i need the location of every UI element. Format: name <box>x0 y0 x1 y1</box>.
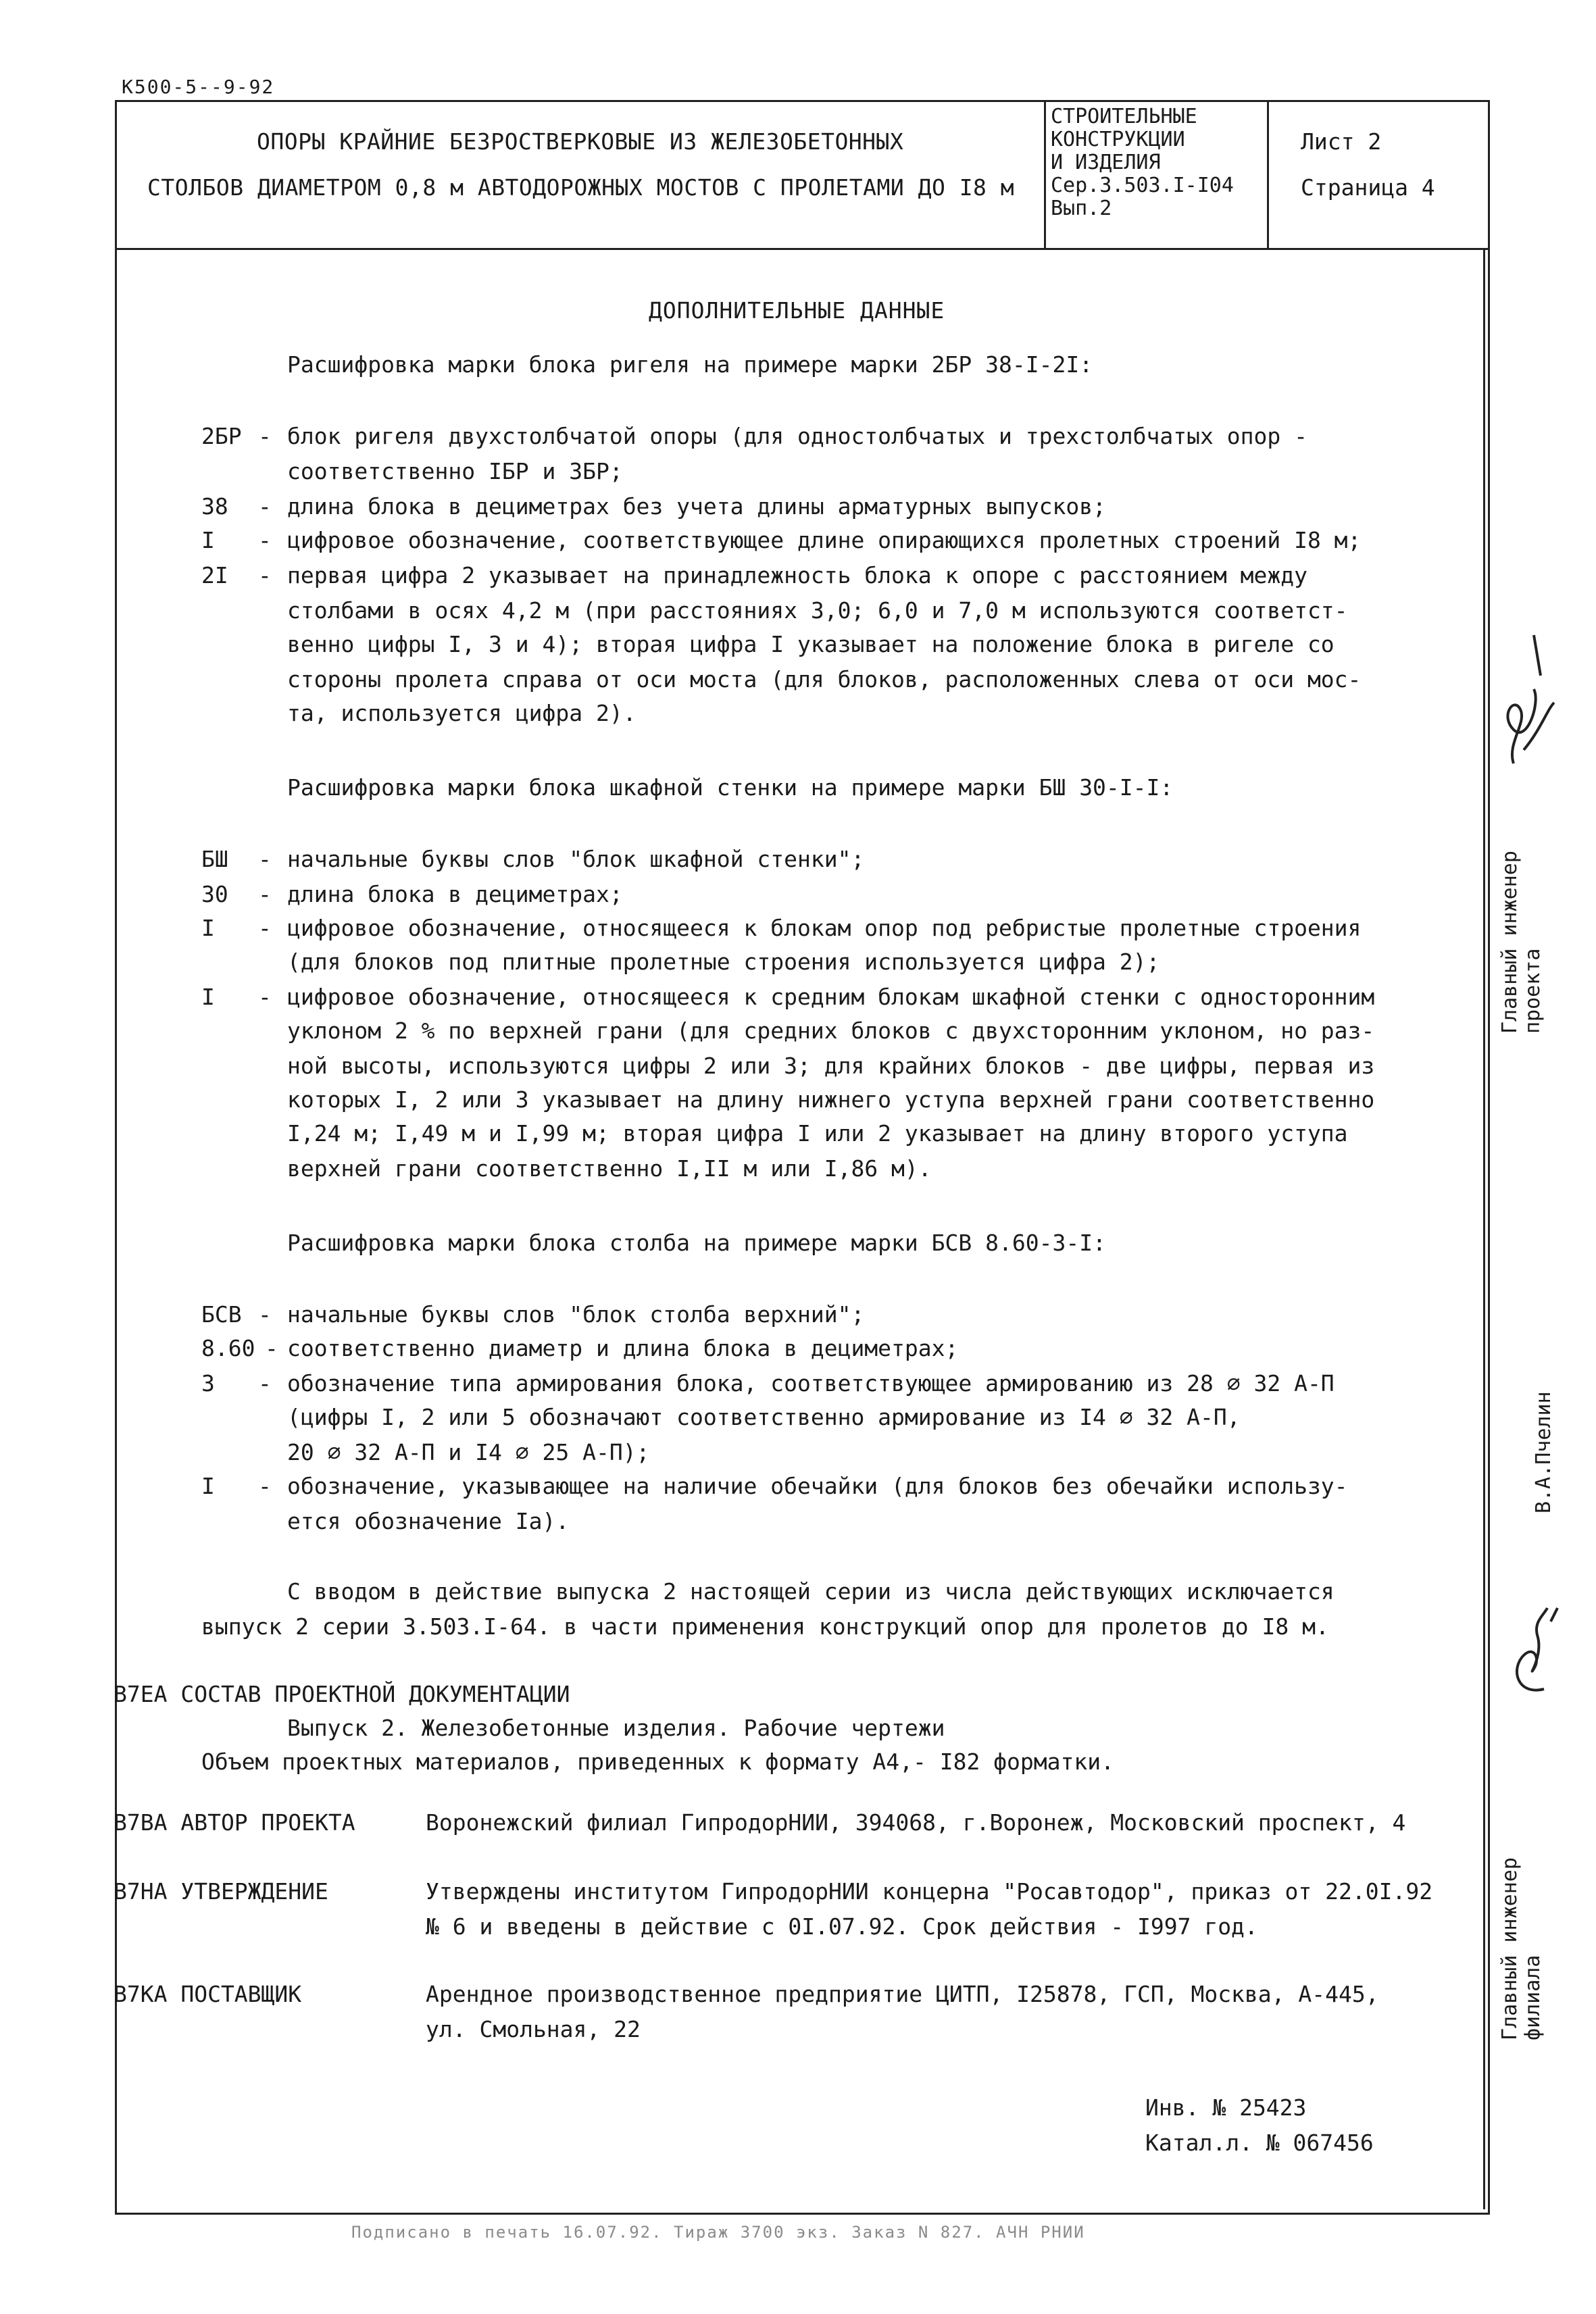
block1-code-38: 38 <box>201 493 228 520</box>
block1-code-21: 2I <box>201 562 228 588</box>
dash: - <box>258 1473 272 1499</box>
dash: - <box>258 1301 272 1328</box>
block3-code-bsv: БСВ <box>201 1301 242 1328</box>
header-divider <box>115 248 1490 250</box>
section-heading: ДОПОЛНИТЕЛЬНЫЕ ДАННЫЕ <box>649 297 945 324</box>
block1-code-1: I <box>201 527 215 553</box>
document-code: К500-5--9-92 <box>122 76 275 98</box>
header-column-divider-1 <box>1044 100 1046 249</box>
block2-item4-line5: I,24 м; I,49 м и I,99 м; вторая цифра I или 2 указывает на длину второго уступа <box>287 1120 1348 1147</box>
dash: - <box>258 984 272 1010</box>
block2-item2-line1: длина блока в дециметрах; <box>287 881 623 907</box>
block3-item3-line3: 20 ∅ 32 А-П и I4 ∅ 25 А-П); <box>287 1439 650 1465</box>
b7na-line2: № 6 и введены в действие с 0I.07.92. Срок действия - I997 год. <box>426 1913 1258 1940</box>
b7ba-text: Воронежский филиал ГипродорНИИ, 394068, г.Воронеж, Московский проспект, 4 <box>426 1809 1406 1836</box>
b7ka-line2: ул. Смольная, 22 <box>426 2016 641 2042</box>
sheet-number: Лист 2 <box>1301 128 1382 155</box>
page-number: Страница 4 <box>1301 174 1435 201</box>
b7na-label: В7НА УТВЕРЖДЕНИЕ <box>114 1878 328 1905</box>
block1-code-2br: 2БР <box>201 423 242 449</box>
block2-item4-line4: которых I, 2 или 3 указывает на длину нижнего уступа верхней грани соответственно <box>287 1086 1375 1113</box>
series-number: Сер.3.503.I-I04 <box>1051 174 1234 197</box>
block3-item3-line1: обозначение типа армирования блока, соответствующее армированию из 28 ∅ 32 А-П <box>287 1370 1335 1397</box>
series-line3: И ИЗДЕЛИЯ <box>1051 151 1161 174</box>
block2-item4-line6: верхней грани соответственно I,II м или I,86 м). <box>287 1155 932 1182</box>
block3-intro: Расшифровка марки блока столба на примере марки БСВ 8.60-3-I: <box>287 1230 1106 1256</box>
block2-item4-line1: цифровое обозначение, относящееся к средним блокам шкафной стенки с односторонним <box>287 984 1375 1010</box>
dash: - <box>258 527 272 553</box>
side-chief-engineer-project: Главный инженер проекта <box>1498 851 1545 1034</box>
b7ea-line1: Выпуск 2. Железобетонные изделия. Рабочие чертежи <box>287 1715 945 1741</box>
block1-item4-line2: столбами в осях 4,2 м (при расстояниях 3,0; 6,0 и 7,0 м используются соответст- <box>287 597 1348 624</box>
block2-code-bsh: БШ <box>201 846 228 872</box>
block2-code-30: 30 <box>201 881 228 907</box>
block3-code-3: 3 <box>201 1370 215 1397</box>
block3-item1-line1: начальные буквы слов "блок столба верхний"; <box>287 1301 865 1328</box>
block2-code-1b: I <box>201 984 215 1010</box>
block1-item4-line1: первая цифра 2 указывает на принадлежность блока к опоре с расстоянием между <box>287 562 1307 588</box>
dash: - <box>258 915 272 941</box>
catalog-number: Катал.л. № 067456 <box>1145 2130 1374 2156</box>
block2-item4-line3: ной высоты, используются цифры 2 или 3; для крайних блоков - две цифры, первая из <box>287 1053 1375 1079</box>
block3-code-860: 8.60 <box>201 1335 255 1361</box>
b7ea-line2: Объем проектных материалов, приведенных к формату А4,- I82 форматки. <box>201 1749 1115 1775</box>
print-info-footer: Подписано в печать 16.07.92. Тираж 3700 экз. Заказ N 827. АЧН РНИИ <box>351 2223 1085 2242</box>
side-margin-line <box>1483 250 1485 2209</box>
header-column-divider-2 <box>1267 100 1269 249</box>
side-chief-engineer-branch: Главный инженер филиала <box>1498 1857 1545 2040</box>
b7na-line1: Утверждены институтом ГипродорНИИ концерна "Росавтодор", приказ от 22.0I.92 <box>426 1878 1433 1905</box>
block1-item1-line1: блок ригеля двухстолбчатой опоры (для одностолбчатых и трехстолбчатых опор - <box>287 423 1307 449</box>
dash: - <box>258 881 272 907</box>
closing-line1: С вводом в действие выпуска 2 настоящей серии из числа действующих исключается <box>287 1578 1335 1605</box>
block2-intro: Расшифровка марки блока шкафной стенки на примере марки БШ 30-I-I: <box>287 774 1174 801</box>
dash: - <box>265 1335 278 1361</box>
signature-chief-engineer-project <box>1487 628 1574 784</box>
b7ea-label: В7ЕА СОСТАВ ПРОЕКТНОЙ ДОКУМЕНТАЦИИ <box>114 1681 570 1707</box>
block2-item1-line1: начальные буквы слов "блок шкафной стенки"; <box>287 846 865 872</box>
block1-item3-line1: цифровое обозначение, соответствующее длине опирающихся пролетных строений I8 м; <box>287 527 1362 553</box>
block3-item2-line1: соответственно диаметр и длина блока в дециметрах; <box>287 1335 959 1361</box>
block1-item2-line1: длина блока в дециметрах без учета длины арматурных выпусков; <box>287 493 1106 520</box>
header-title-line1: ОПОРЫ КРАЙНИЕ БЕЗРОСТВЕРКОВЫЕ ИЗ ЖЕЛЕЗОБЕТОННЫХ <box>257 128 904 155</box>
b7ka-line1: Арендное производственное предприятие ЦИТП, I25878, ГСП, Москва, А-445, <box>426 1981 1379 2007</box>
dash: - <box>258 562 272 588</box>
dash: - <box>258 493 272 520</box>
block2-item4-line2: уклоном 2 % по верхней грани (для средних блоков с двухсторонним уклоном, но раз- <box>287 1017 1375 1044</box>
b7ka-label: В7КА ПОСТАВЩИК <box>114 1981 302 2007</box>
block1-intro: Расшифровка марки блока ригеля на примере марки 2БР 38-I-2I: <box>287 351 1093 378</box>
block1-item4-line4: стороны пролета справа от оси моста (для блоков, расположенных слева от оси мос- <box>287 666 1362 693</box>
inventory-number: Инв. № 25423 <box>1145 2094 1307 2121</box>
dash: - <box>258 1370 272 1397</box>
block3-item3-line2: (цифры I, 2 или 5 обозначают соответственно армирование из I4 ∅ 32 А-П, <box>287 1404 1241 1430</box>
block1-item4-line3: венно цифры I, 3 и 4); вторая цифра I указывает на положение блока в ригеле со <box>287 631 1335 657</box>
b7ba-label: В7ВА АВТОР ПРОЕКТА <box>114 1809 355 1836</box>
series-line2: КОНСТРУКЦИИ <box>1051 128 1185 151</box>
block2-item3-line1: цифровое обозначение, относящееся к блокам опор под ребристые пролетные строения <box>287 915 1362 941</box>
bottom-border <box>115 2213 1487 2215</box>
series-issue: Вып.2 <box>1051 197 1112 220</box>
signature-name <box>1497 1594 1564 1703</box>
dash: - <box>258 423 272 449</box>
header-title-line2: СТОЛБОВ ДИАМЕТРОМ 0,8 м АВТОДОРОЖНЫХ МОСТОВ С ПРОЛЕТАМИ ДО I8 м <box>147 174 1015 201</box>
dash: - <box>258 846 272 872</box>
block2-code-1a: I <box>201 915 215 941</box>
series-line1: СТРОИТЕЛЬНЫЕ <box>1051 105 1197 128</box>
block3-item4-line1: обозначение, указывающее на наличие обечайки (для блоков без обечайки использу- <box>287 1473 1348 1499</box>
block1-item4-line5: та, используется цифра 2). <box>287 700 637 726</box>
block3-item4-line2: ется обозначение Iа). <box>287 1508 570 1534</box>
block3-code-1: I <box>201 1473 215 1499</box>
block2-item3-line2: (для блоков под плитные пролетные строения используется цифра 2); <box>287 949 1160 975</box>
side-name: В.А.Пчелин <box>1532 1391 1555 1513</box>
block1-item1-line2: соответственно IБР и 3БР; <box>287 458 623 484</box>
closing-line2: выпуск 2 серии 3.503.I-64. в части применения конструкций опор для пролетов до I8 м. <box>201 1613 1329 1640</box>
